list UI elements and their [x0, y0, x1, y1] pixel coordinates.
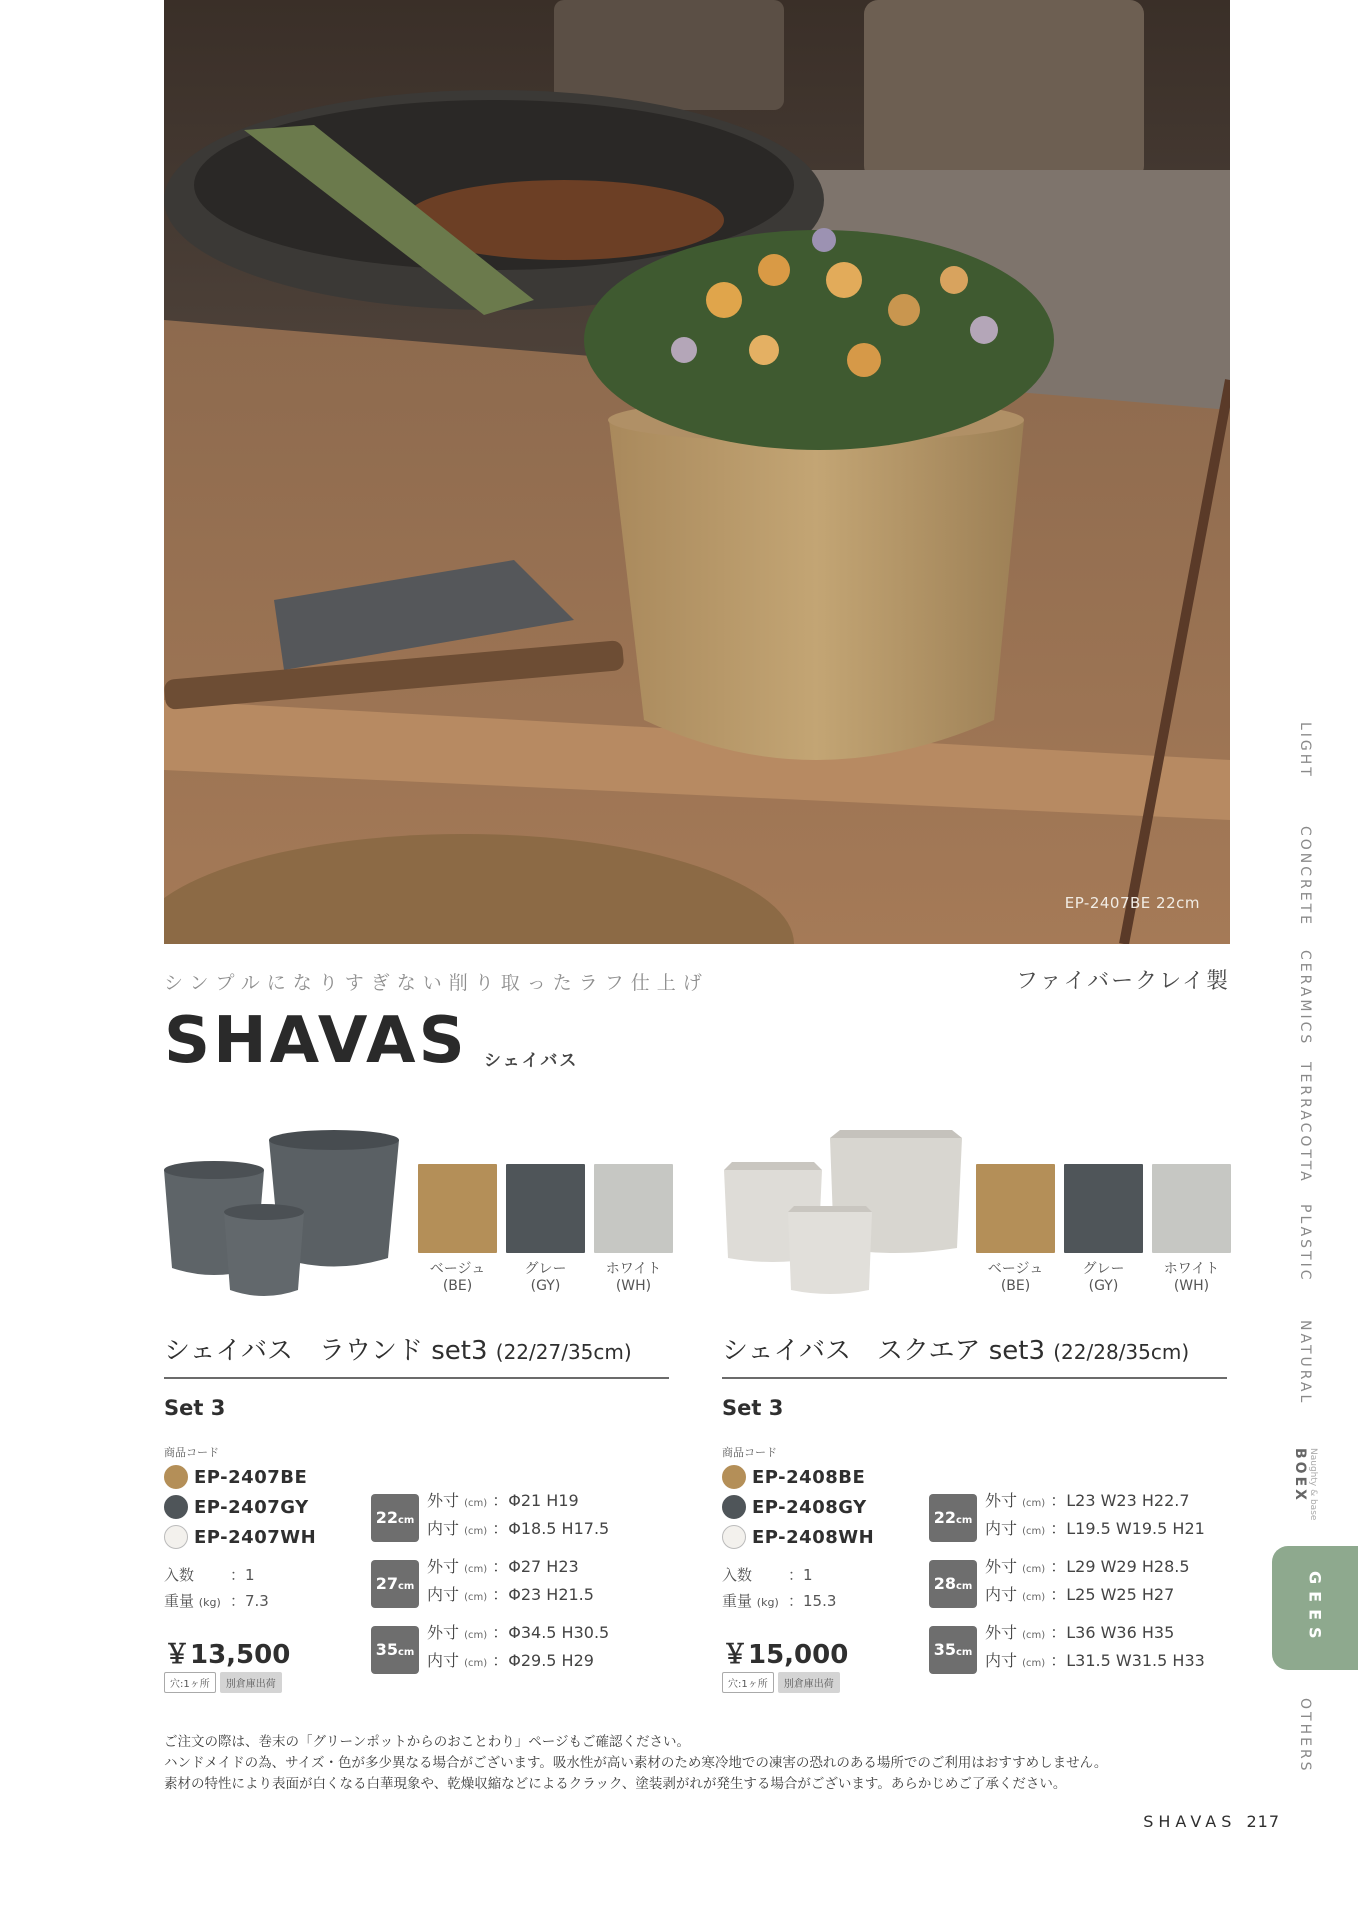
side-tab-label: NATURAL	[1297, 1320, 1313, 1406]
price: ￥15,000	[722, 1640, 849, 1670]
side-tab-label: CERAMICS	[1297, 950, 1313, 1047]
side-tab-plastic[interactable]	[1280, 1204, 1330, 1282]
size-value: 22	[375, 1508, 398, 1527]
set-title-dims: (22/28/35cm)	[1053, 1340, 1190, 1364]
size-value: 28	[933, 1574, 956, 1593]
side-tab-label: PLASTIC	[1297, 1204, 1313, 1283]
color-swatches	[976, 1164, 1231, 1295]
size-unit: cm	[955, 1515, 973, 1526]
inner-dims: ：Φ29.5 H29	[492, 1651, 594, 1670]
note-line: 素材の特性により表面が白くなる白華現象や、乾燥収縮などによるクラック、塗装剥がれが発生する場合がございます。あらかじめご了承ください。	[164, 1776, 1067, 1792]
color-dot-grey	[722, 1495, 746, 1519]
outer-label: 外寸	[985, 1557, 1018, 1576]
side-tab-others[interactable]	[1280, 1698, 1330, 1774]
swatch-grey[interactable]	[506, 1164, 585, 1295]
price: ￥13,500	[164, 1640, 291, 1670]
outer-unit: (cm)	[464, 1564, 488, 1575]
swatch-white[interactable]	[594, 1164, 673, 1295]
tagline: シンプルになりすぎない削り取ったラフ仕上げ	[164, 972, 709, 994]
set-title-text: シェイバス ラウンド set3	[164, 1336, 488, 1366]
swatch-code: (BE)	[442, 1278, 473, 1294]
swatch-label: グレー	[1082, 1261, 1125, 1277]
weight-value: ：7.3	[230, 1592, 269, 1610]
outer-label: 外寸	[427, 1623, 460, 1642]
size-dimensions	[427, 1620, 667, 1676]
inner-unit: (cm)	[464, 1658, 488, 1669]
code-header: 商品コード	[164, 1446, 219, 1459]
side-tab-sublabel: Naughty & base	[1308, 1448, 1318, 1521]
color-dot-white	[164, 1525, 188, 1549]
hero-illustration	[164, 0, 1230, 944]
code-header: 商品コード	[722, 1446, 777, 1459]
outer-dims: ：Φ34.5 H30.5	[492, 1623, 610, 1642]
outer-dims: ：L23 W23 H22.7	[1050, 1491, 1190, 1510]
outer-unit: (cm)	[464, 1630, 488, 1641]
outer-label: 外寸	[985, 1491, 1018, 1510]
tag-hole: 穴:1ヶ所	[164, 1672, 216, 1693]
size-dimensions	[985, 1488, 1225, 1544]
product-code: EP-2407GY	[194, 1496, 309, 1518]
side-tab-light[interactable]	[1280, 722, 1330, 779]
weight-unit: (kg)	[756, 1596, 779, 1609]
set-title-text: シェイバス スクエア set3	[722, 1336, 1045, 1366]
side-tab-natural[interactable]	[1280, 1320, 1330, 1405]
note-line: ハンドメイドの為、サイズ・色が多少異なる場合がございます。吸水性が高い素材のため寒冷地での凍害の恐れのある場所でのご利用はおすすめしません。	[164, 1755, 1108, 1771]
set-title	[722, 1330, 1227, 1379]
swatch-code: (GY)	[530, 1278, 561, 1294]
swatch-code: (GY)	[1088, 1278, 1119, 1294]
color-swatches	[418, 1164, 673, 1295]
code-row-grey[interactable]	[164, 1492, 316, 1522]
size-value: 35	[933, 1640, 956, 1659]
product-code: EP-2408WH	[752, 1526, 875, 1548]
swatch-label: ホワイト	[1163, 1261, 1220, 1277]
side-tab-label: GEES	[1305, 1570, 1325, 1646]
size-unit: cm	[397, 1581, 415, 1592]
outer-dims: ：Φ21 H19	[492, 1491, 579, 1510]
tags	[722, 1672, 840, 1693]
product-square-set	[722, 1130, 1227, 1700]
color-dot-white	[722, 1525, 746, 1549]
size-value: 35	[375, 1640, 398, 1659]
hero-photo	[164, 0, 1230, 944]
material-label: ファイバークレイ製	[1015, 969, 1230, 994]
note-line: ご注文の際は、巻末の「グリーンポットからのおことわり」ページもご確認ください。	[164, 1734, 690, 1750]
code-row-white[interactable]	[722, 1522, 874, 1552]
hero-caption: EP-2407BE 22cm	[1064, 894, 1200, 912]
size-badge	[929, 1626, 977, 1674]
inner-unit: (cm)	[464, 1592, 488, 1603]
outer-label: 外寸	[427, 1557, 460, 1576]
size-unit: cm	[397, 1515, 415, 1526]
inner-unit: (cm)	[1022, 1592, 1046, 1603]
swatch-chip-grey	[506, 1164, 585, 1253]
swatch-chip-white	[1152, 1164, 1231, 1253]
product-round-set	[164, 1130, 669, 1700]
round-pots-image	[164, 1130, 404, 1300]
inner-dims: ：Φ23 H21.5	[492, 1585, 594, 1604]
inner-label: 内寸	[427, 1651, 460, 1670]
inner-label: 内寸	[985, 1519, 1018, 1538]
side-tab-boex[interactable]	[1280, 1448, 1330, 1520]
product-code: EP-2407BE	[194, 1466, 308, 1488]
swatch-grey[interactable]	[1064, 1164, 1143, 1295]
inner-dims: ：L19.5 W19.5 H21	[1050, 1519, 1205, 1538]
footer-series: SHAVAS	[1143, 1812, 1237, 1831]
qty-value: ：1	[230, 1566, 255, 1584]
tags	[164, 1672, 282, 1693]
set-label: Set 3	[722, 1396, 784, 1420]
inner-dims: ：Φ18.5 H17.5	[492, 1519, 610, 1538]
side-tab-ceramics[interactable]	[1280, 950, 1330, 1046]
outer-dims: ：Φ27 H23	[492, 1557, 579, 1576]
side-tab-label: LIGHT	[1297, 722, 1313, 779]
swatch-chip-grey	[1064, 1164, 1143, 1253]
color-dot-beige	[164, 1465, 188, 1489]
swatch-label: ベージュ	[429, 1261, 486, 1277]
swatch-label: ホワイト	[605, 1261, 662, 1277]
side-tab-gees-active[interactable]	[1272, 1546, 1358, 1670]
inner-label: 内寸	[427, 1519, 460, 1538]
size-dimensions	[427, 1554, 667, 1610]
square-pots-image	[722, 1130, 962, 1300]
swatch-code: (WH)	[615, 1278, 652, 1294]
color-dot-beige	[722, 1465, 746, 1489]
product-codes	[164, 1462, 316, 1552]
outer-unit: (cm)	[464, 1498, 488, 1509]
size-badge	[929, 1494, 977, 1542]
page-number: 217	[1246, 1812, 1280, 1831]
side-index-tabs	[1260, 0, 1358, 1920]
size-badge	[929, 1560, 977, 1608]
size-unit: cm	[955, 1581, 973, 1592]
weight-label: 重量	[164, 1592, 195, 1610]
product-code: EP-2408GY	[752, 1496, 867, 1518]
outer-label: 外寸	[427, 1491, 460, 1510]
inner-dims: ：L25 W25 H27	[1050, 1585, 1175, 1604]
swatch-label: ベージュ	[987, 1261, 1044, 1277]
product-code: EP-2407WH	[194, 1526, 317, 1548]
product-code: EP-2408BE	[752, 1466, 866, 1488]
inner-unit: (cm)	[464, 1526, 488, 1537]
size-dimensions	[427, 1488, 667, 1544]
swatch-chip-white	[594, 1164, 673, 1253]
size-badge	[371, 1626, 419, 1674]
tag-hole: 穴:1ヶ所	[722, 1672, 774, 1693]
size-value: 27	[375, 1574, 398, 1593]
tag-shipping: 別倉庫出荷	[778, 1672, 840, 1693]
code-row-grey[interactable]	[722, 1492, 874, 1522]
order-notes	[164, 1732, 1107, 1795]
outer-unit: (cm)	[1022, 1498, 1046, 1509]
size-value: 22	[933, 1508, 956, 1527]
side-tab-label: TERRACOTTA	[1297, 1062, 1313, 1184]
outer-unit: (cm)	[1022, 1564, 1046, 1575]
code-row-beige[interactable]	[164, 1462, 316, 1492]
side-tab-label: OTHERS	[1297, 1698, 1313, 1774]
weight-value: ：15.3	[788, 1592, 837, 1610]
side-tab-label: BOEX	[1292, 1448, 1308, 1503]
color-dot-grey	[164, 1495, 188, 1519]
swatch-white[interactable]	[1152, 1164, 1231, 1295]
swatch-code: (WH)	[1173, 1278, 1210, 1294]
inner-dims: ：L31.5 W31.5 H33	[1050, 1651, 1205, 1670]
size-badge	[371, 1560, 419, 1608]
spec-info	[164, 1562, 269, 1616]
weight-label: 重量	[722, 1592, 753, 1610]
spec-info	[722, 1562, 836, 1616]
swatch-beige[interactable]	[418, 1164, 497, 1295]
code-row-white[interactable]	[164, 1522, 316, 1552]
size-unit: cm	[955, 1647, 973, 1658]
set-title-dims: (22/27/35cm)	[495, 1340, 632, 1364]
inner-label: 内寸	[985, 1585, 1018, 1604]
product-codes	[722, 1462, 874, 1552]
product-series-kana: シェイバス	[484, 1051, 579, 1071]
code-row-beige[interactable]	[722, 1462, 874, 1492]
qty-label: 入数	[164, 1566, 195, 1584]
side-tab-terracotta[interactable]	[1280, 1062, 1330, 1184]
swatch-beige[interactable]	[976, 1164, 1055, 1295]
outer-dims: ：L36 W36 H35	[1050, 1623, 1175, 1642]
side-tab-concrete[interactable]	[1280, 826, 1330, 927]
qty-value: ：1	[788, 1566, 813, 1584]
set-label: Set 3	[164, 1396, 226, 1420]
size-dimensions	[985, 1620, 1225, 1676]
inner-label: 内寸	[427, 1585, 460, 1604]
side-tab-label: CONCRETE	[1297, 826, 1313, 928]
inner-unit: (cm)	[1022, 1658, 1046, 1669]
size-badge	[371, 1494, 419, 1542]
outer-dims: ：L29 W29 H28.5	[1050, 1557, 1190, 1576]
inner-unit: (cm)	[1022, 1526, 1046, 1537]
swatch-chip-beige	[418, 1164, 497, 1253]
size-unit: cm	[397, 1647, 415, 1658]
set-title	[164, 1330, 669, 1379]
weight-unit: (kg)	[198, 1596, 221, 1609]
inner-label: 内寸	[985, 1651, 1018, 1670]
swatch-code: (BE)	[1000, 1278, 1031, 1294]
swatch-label: グレー	[524, 1261, 567, 1277]
qty-label: 入数	[722, 1566, 753, 1584]
swatch-chip-beige	[976, 1164, 1055, 1253]
product-series-title: SHAVAS	[164, 1004, 468, 1078]
outer-unit: (cm)	[1022, 1630, 1046, 1641]
tag-shipping: 別倉庫出荷	[220, 1672, 282, 1693]
size-dimensions	[985, 1554, 1225, 1610]
outer-label: 外寸	[985, 1623, 1018, 1642]
